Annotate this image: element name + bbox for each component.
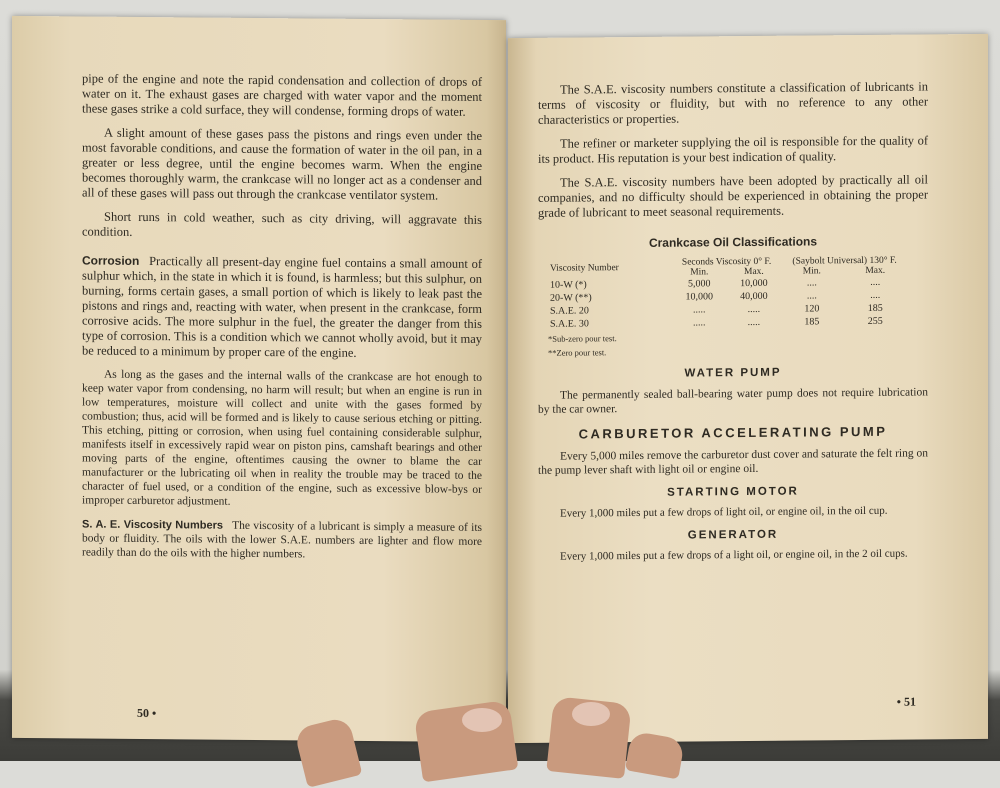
text-starting-motor: Every 1,000 miles put a few drops of light oil, or engine oil, in the oil cup. [560, 504, 888, 520]
table-cell: 255 [867, 315, 883, 327]
right-page-content [538, 79, 928, 572]
fingernail [572, 702, 610, 726]
table-cell: .... [806, 290, 817, 302]
table-note: *Sub-zero pour test. [548, 333, 617, 344]
table-row [548, 315, 908, 331]
page-number-right: • 51 [896, 694, 916, 709]
table-cell: 120 [804, 303, 820, 315]
paragraph-short-runs: Short runs in cold weather, such as city driving, will aggravate this condition. [82, 209, 482, 239]
table-note: **Zero pour test. [548, 347, 607, 358]
header-max: Max. [744, 266, 764, 278]
paragraph-gases: A slight amount of these gases pass the pistons and rings even under the most favorable conditions, and cause the formation of water in the oil pan, in a greater or less degree, until the engine becomes warm. When the engine becomes thoroughly warm, the crankcase will no longer act as a condenser and all of these gases will pass out through the crankcase ventilator system. [82, 125, 482, 203]
header-min: Min. [802, 266, 821, 277]
heading-starting-motor: STARTING MOTOR [667, 485, 799, 499]
table-cell: .... [870, 289, 881, 301]
table-cell: ..... [747, 316, 761, 329]
table-cell: ..... [693, 304, 706, 316]
grade-cell: S.A.E. 30 [550, 318, 589, 330]
text-carburetor: Every 5,000 miles remove the carburetor dust cover and saturate the felt ring on the pump lever shaft with light oil or engine oil. [538, 447, 928, 477]
table-cell: 5,000 [688, 278, 711, 290]
grade-cell: S.A.E. 20 [550, 305, 589, 317]
table-cell: .... [806, 277, 817, 289]
table-cell: 185 [867, 302, 883, 314]
oil-classification-table [548, 256, 908, 331]
text-generator: Every 1,000 miles put a few drops of a light oil, or engine oil, in the 2 oil cups. [560, 547, 908, 563]
corrosion-text: Practically all present-day engine fuel contains a small amount of sulphur which, in the state in which it is found, is harmless; but this sulphur, on burning, forms certain gases, a small portion of which is likely to leak past the pistons and rings and, reacting with water, when present in the crankcase, form corrosive acids. The more sulphur in the fuel, the greater the danger from this type of corrosion. This is a condition which we cannot wholly avoid, but it may be reduced to a minimum by proper care of the engine. [82, 254, 482, 360]
header-group-130f: (Saybolt Universal) 130° F. [792, 255, 897, 267]
paragraph-sae [82, 517, 482, 562]
page-number-left: 50 • [137, 705, 157, 721]
header-group-0f: Seconds Viscosity 0° F. [681, 256, 772, 268]
grade-cell: 20-W (**) [550, 292, 592, 304]
header-max: Max. [865, 265, 886, 276]
corrosion-label: Corrosion [82, 253, 140, 268]
table-cell: .... [870, 276, 881, 288]
paragraph-adopted: The S.A.E. viscosity numbers have been adopted by practically all oil companies, and no difficulty should be experienced in obtaining the proper grade of lubricant to meet seasonal requirements. [538, 172, 928, 220]
heading-generator: GENERATOR [687, 528, 779, 542]
table-cell: 10,000 [685, 291, 714, 303]
grade-cell: 10-W (*) [550, 279, 587, 291]
paragraph-corrosion [82, 253, 482, 361]
paragraph-corrosion-2: As long as the gases and the internal walls of the crankcase are hot enough to keep water vapor from condensing, no harm will result; but when an engine is run in low temperatures, moisture will collect and unite with the gases formed by combustion; thus, acid will be formed and is likely to cause serious etching or pitting. This etching, pitting or corrosion, when using fuel containing considerable sulphur, manifests itself in excessively rapid wear on piston pins, camshaft bearings and other moving parts of the engine, oftentimes causing the owner to blame the car manufacturer or the lubricating oil when in reality the trouble may be traced to the character of fuel used, or a condition of the engine, such as excessive blow-bys or improper carburetor adjustment. [82, 368, 482, 508]
header-viscosity-number: Viscosity Number [550, 263, 619, 274]
right-page [508, 34, 988, 743]
table-cell: 10,000 [740, 277, 768, 290]
sae-text: The viscosity of a lubricant is simply a measure of its body or fluidity. The oils with the lower S.A.E. numbers are lighter and flow more readily than do the oils with the higher numbers. [82, 519, 483, 561]
left-page-content [82, 71, 482, 571]
heading-carburetor: CARBURETOR ACCELERATING PUMP [578, 423, 888, 442]
paragraph-condensation: pipe of the engine and note the rapid condensation and collection of drops of water on it. The exhaust gases are charged with water vapor and the moment these gases strike a cold surface, they will condense, forming drops of water. [82, 71, 482, 119]
fingernail [462, 708, 502, 732]
table-cell: ..... [693, 317, 706, 329]
table-cell: 40,000 [740, 290, 768, 303]
heading-water-pump: WATER PUMP [684, 366, 782, 380]
sae-label: S. A. E. Viscosity Numbers [82, 518, 223, 532]
table-cell: 185 [804, 316, 820, 328]
left-page [12, 16, 506, 742]
table-title: Crankcase Oil Classifications [648, 234, 818, 250]
text-water-pump: The permanently sealed ball-bearing water pump does not require lubrication by the car owner. [538, 386, 928, 416]
header-min: Min. [690, 267, 709, 278]
paragraph-refiner: The refiner or marketer supplying the oil is responsible for the quality of its product. His reputation is your best indication of quality. [538, 133, 928, 166]
table-cell: ..... [747, 303, 761, 316]
paragraph-sae-classification: The S.A.E. viscosity numbers constitute a classification of lubricants in terms of viscosity or fluidity, but with no reference to any other characteristics or properties. [538, 79, 928, 127]
